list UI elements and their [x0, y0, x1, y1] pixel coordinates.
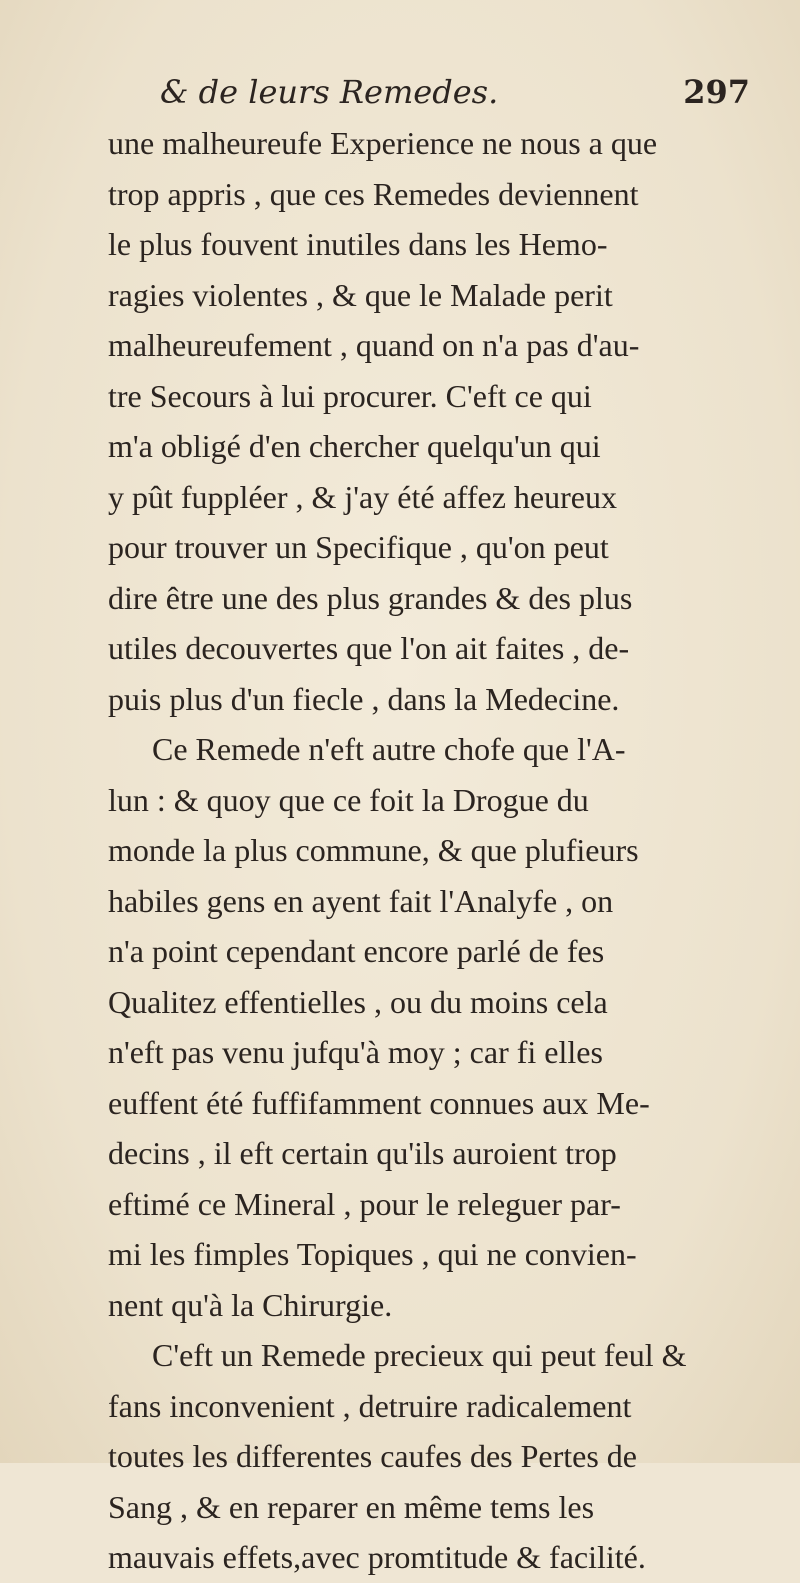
text-line: fans inconvenient , detruire radicalement	[108, 1387, 632, 1424]
text-line: eftimé ce Mineral , pour le releguer par-	[108, 1185, 621, 1222]
running-header	[160, 70, 750, 114]
text-line: tre Secours à lui procurer. C'eft ce qui	[108, 377, 592, 414]
running-title: & de leurs Remedes.	[160, 73, 499, 111]
text-line: nent qu'à la Chirurgie.	[108, 1286, 393, 1323]
text-line: monde la plus commune, & que plufieurs	[108, 832, 639, 868]
text-line: dire être une des plus grandes & des plus	[108, 579, 633, 616]
text-line: utiles decouvertes que l'on ait faites , de-	[108, 630, 630, 666]
text-line: n'eft pas venu jufqu'à moy ; car fi elles	[108, 1034, 603, 1070]
body-text	[108, 118, 768, 1583]
text-line: habiles gens en ayent fait l'Analyfe , on	[108, 882, 614, 919]
text-line: toutes les differentes caufes des Pertes de	[108, 1438, 637, 1474]
text-line: malheureufement , quand on n'a pas d'au-	[108, 327, 640, 363]
text-line: le plus fouvent inutiles dans les Hemo-	[108, 226, 608, 262]
text-line: decins , il eft certain qu'ils auroient trop	[108, 1135, 617, 1171]
paragraph-start-line: Ce Remede n'eft autre chofe que l'A-	[152, 731, 626, 767]
text-line: une malheureufe Experience ne nous a que	[108, 125, 658, 161]
paragraph-start-line: C'eft un Remede precieux qui peut feul &	[152, 1337, 687, 1373]
text-line: puis plus d'un fiecle , dans la Medecine.	[108, 680, 620, 717]
text-line: euffent été fuffifamment connues aux Me-	[108, 1084, 650, 1121]
text-line: m'a obligé d'en chercher quelqu'un qui	[108, 428, 601, 464]
text-line: n'a point cependant encore parlé de fes	[108, 933, 605, 969]
text-line: y pût fuppléer , & j'ay été affez heureux	[108, 478, 617, 515]
text-line: Qualitez effentielles , ou du moins cela	[108, 983, 608, 1020]
page-number: 297	[683, 73, 750, 111]
text-line: Sang , & en reparer en même tems les	[108, 1488, 595, 1525]
text-line: mi les fimples Topiques , qui ne convien-	[108, 1236, 637, 1272]
text-line: pour trouver un Specifique , qu'on peut	[108, 529, 609, 565]
text-line: lun : & quoy que ce foit la Drogue du	[108, 781, 589, 818]
text-line: mauvais effets,avec promtitude & facilité.	[108, 1539, 646, 1575]
text-line: trop appris , que ces Remedes deviennent	[108, 175, 639, 212]
text-line: ragies violentes , & que le Malade perit	[108, 276, 613, 313]
